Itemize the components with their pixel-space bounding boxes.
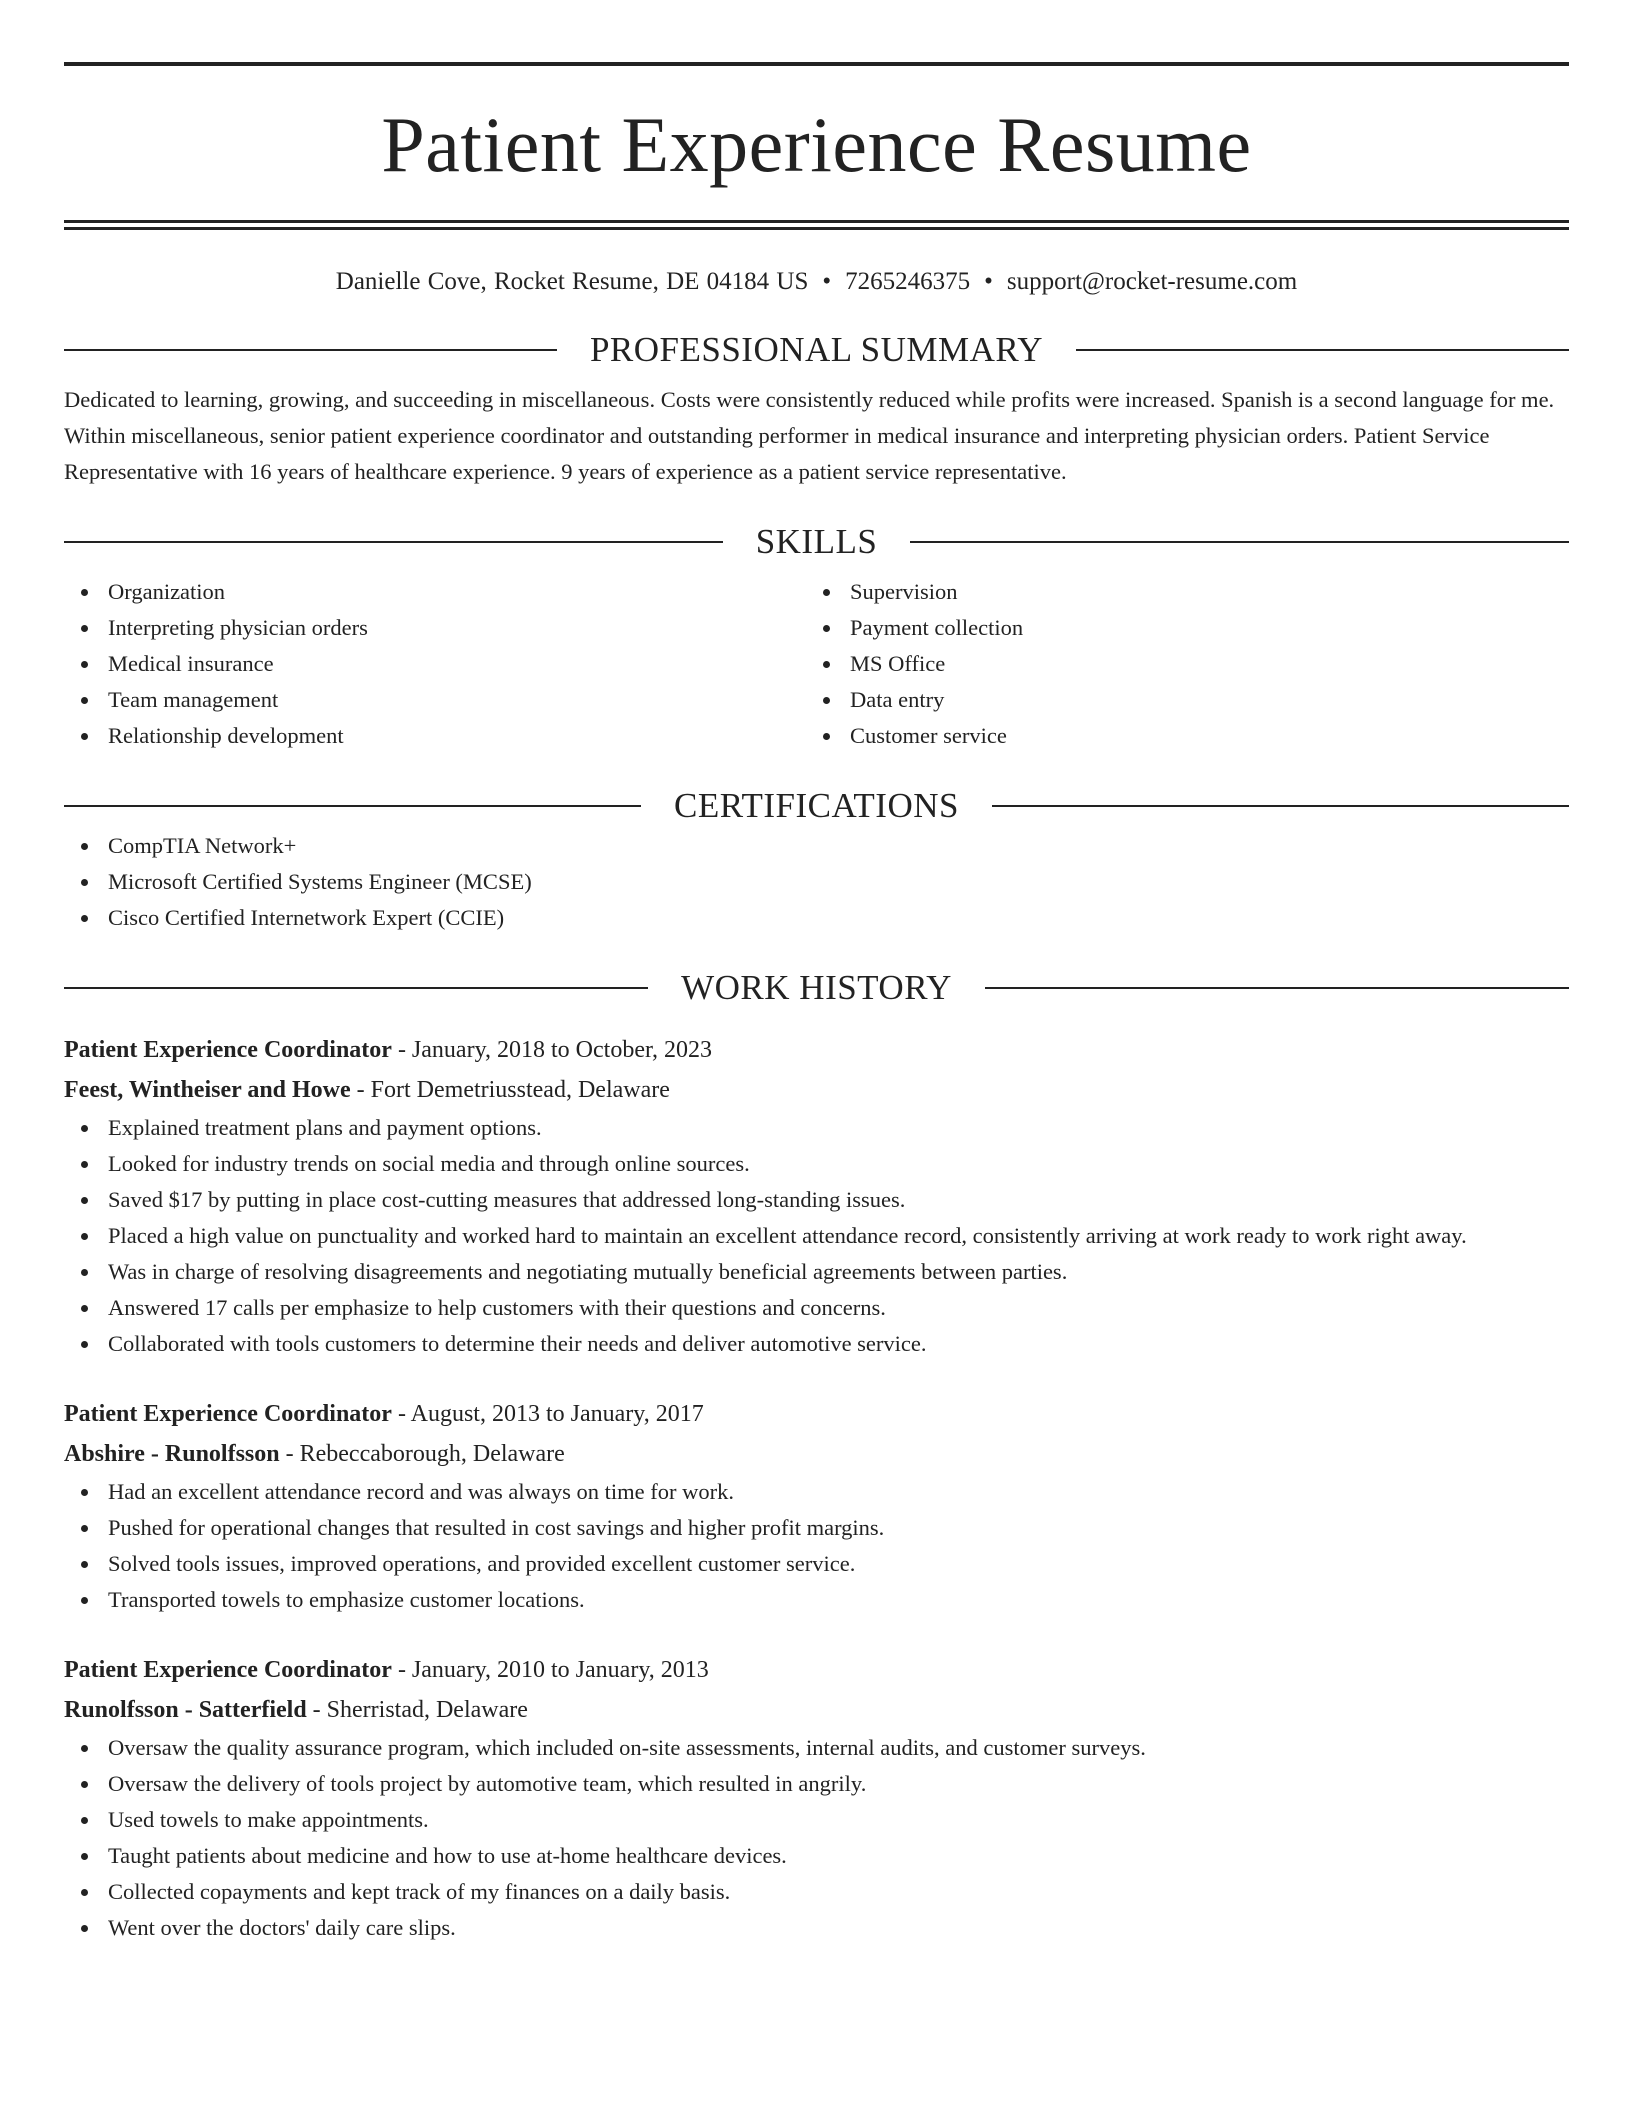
job-bullet: Went over the doctors' daily care slips.	[64, 1910, 1569, 1946]
skills-list-left	[64, 574, 806, 754]
section-title: CERTIFICATIONS	[674, 786, 959, 825]
heading-rule	[64, 805, 641, 807]
work-history-heading	[64, 966, 1569, 1010]
heading-rule	[64, 987, 648, 989]
job-dates: - January, 2010 to January, 2013	[391, 1657, 709, 1683]
skill-item: Customer service	[806, 718, 1548, 754]
summary-text: Dedicated to learning, growing, and succeeding in miscellaneous. Costs were consistently reduced while profits were increased. Spanish is a second language for me. Within miscellaneous, senior patient experience coordinator and outstanding performer in medical insurance and interpreting physician orders. Patient Service Representative with 16 years of healthcare experience. 9 years of experience as a patient service representative.	[64, 387, 1555, 484]
job-bullet: Oversaw the quality assurance program, which included on-site assessments, internal audits, and customer surveys.	[64, 1730, 1569, 1766]
job-company: Runolfsson - Satterfield	[64, 1697, 307, 1723]
job-title: Patient Experience Coordinator	[64, 1657, 392, 1683]
job-bullet: Pushed for operational changes that resulted in cost savings and higher profit margins.	[64, 1510, 1569, 1546]
skill-item: Medical insurance	[64, 646, 806, 682]
job-dates: - August, 2013 to January, 2017	[391, 1401, 704, 1427]
skill-item: Interpreting physician orders	[64, 610, 806, 646]
job-bullet: Collaborated with tools customers to determine their needs and deliver automotive service.	[64, 1326, 1569, 1362]
skills-column-right	[806, 574, 1548, 754]
skill-item: Team management	[64, 682, 806, 718]
job-company-line	[64, 1070, 1569, 1110]
job-company-line	[64, 1690, 1569, 1730]
skills-heading	[64, 520, 1569, 564]
top-rule	[64, 62, 1569, 66]
job-bullet: Was in charge of resolving disagreements and negotiating mutually beneficial agreements between parties.	[64, 1254, 1569, 1290]
skill-item: Data entry	[806, 682, 1548, 718]
heading-rule	[910, 541, 1569, 543]
section-title: PROFESSIONAL SUMMARY	[589, 330, 1044, 369]
job-title-line	[64, 1394, 1569, 1434]
heading-rule	[985, 987, 1569, 989]
contact-separator: •	[984, 268, 993, 295]
job-location: - Fort Demetriusstead, Delaware	[350, 1077, 670, 1103]
contact-phone: 7265246375	[845, 268, 971, 295]
job-company: Feest, Wintheiser and Howe	[64, 1077, 351, 1103]
job-title: Patient Experience Coordinator	[64, 1401, 392, 1427]
job-bullet: Had an excellent attendance record and was always on time for work.	[64, 1474, 1569, 1510]
job-location: - Sherristad, Delaware	[306, 1697, 528, 1723]
certifications-list	[64, 828, 1569, 936]
job-title-line	[64, 1650, 1569, 1690]
job-title-line	[64, 1030, 1569, 1070]
skill-item: Payment collection	[806, 610, 1548, 646]
job-title: Patient Experience Coordinator	[64, 1037, 392, 1063]
heading-rule	[64, 349, 557, 351]
job-bullet: Used towels to make appointments.	[64, 1802, 1569, 1838]
job-dates: - January, 2018 to October, 2023	[391, 1037, 713, 1063]
job-bullet: Saved $17 by putting in place cost-cutting measures that addressed long-standing issues.	[64, 1182, 1569, 1218]
contact-line	[64, 266, 1569, 298]
skill-item: Supervision	[806, 574, 1548, 610]
job-location: - Rebeccaborough, Delaware	[279, 1441, 565, 1467]
job-bullet: Answered 17 calls per emphasize to help customers with their questions and concerns.	[64, 1290, 1569, 1326]
contact-address: Danielle Cove, Rocket Resume, DE 04184 US	[335, 268, 809, 295]
job-bullet: Explained treatment plans and payment options.	[64, 1110, 1569, 1146]
skill-item: MS Office	[806, 646, 1548, 682]
section-title: SKILLS	[755, 522, 878, 561]
certifications-heading	[64, 784, 1569, 828]
contact-separator: •	[822, 268, 832, 295]
heading-rule	[64, 541, 723, 543]
skills-list-right	[806, 574, 1548, 754]
heading-rule	[1076, 349, 1569, 351]
job-company: Abshire - Runolfsson	[64, 1441, 280, 1467]
skill-item: Organization	[64, 574, 806, 610]
job-entry	[64, 1650, 1569, 1946]
resume-page	[64, 62, 1569, 1946]
job-bullet: Placed a high value on punctuality and worked hard to maintain an excellent attendance record, consistently arriving at work ready to work right away.	[64, 1218, 1569, 1254]
job-bullets	[64, 1474, 1569, 1618]
job-bullet: Transported towels to emphasize customer locations.	[64, 1582, 1569, 1618]
job-bullet: Oversaw the delivery of tools project by automotive team, which resulted in angrily.	[64, 1766, 1569, 1802]
job-bullet: Taught patients about medicine and how to use at-home healthcare devices.	[64, 1838, 1569, 1874]
contact-email: support@rocket-resume.com	[1006, 268, 1298, 295]
title-double-rule	[64, 220, 1569, 230]
certification-item: CompTIA Network+	[64, 828, 1569, 864]
job-bullet: Collected copayments and kept track of my finances on a daily basis.	[64, 1874, 1569, 1910]
job-bullet: Solved tools issues, improved operations, and provided excellent customer service.	[64, 1546, 1569, 1582]
job-entry	[64, 1030, 1569, 1362]
job-company-line	[64, 1434, 1569, 1474]
summary-heading	[64, 328, 1569, 372]
skills-grid	[64, 574, 1569, 754]
job-bullets	[64, 1110, 1569, 1362]
heading-rule	[992, 805, 1569, 807]
section-title: WORK HISTORY	[681, 968, 952, 1007]
skills-column-left	[64, 574, 806, 754]
certification-item: Cisco Certified Internetwork Expert (CCIE)	[64, 900, 1569, 936]
certification-item: Microsoft Certified Systems Engineer (MCSE)	[64, 864, 1569, 900]
job-entry	[64, 1394, 1569, 1618]
skill-item: Relationship development	[64, 718, 806, 754]
job-bullet: Looked for industry trends on social media and through online sources.	[64, 1146, 1569, 1182]
resume-title: Patient Experience Resume	[381, 101, 1252, 188]
job-bullets	[64, 1730, 1569, 1946]
